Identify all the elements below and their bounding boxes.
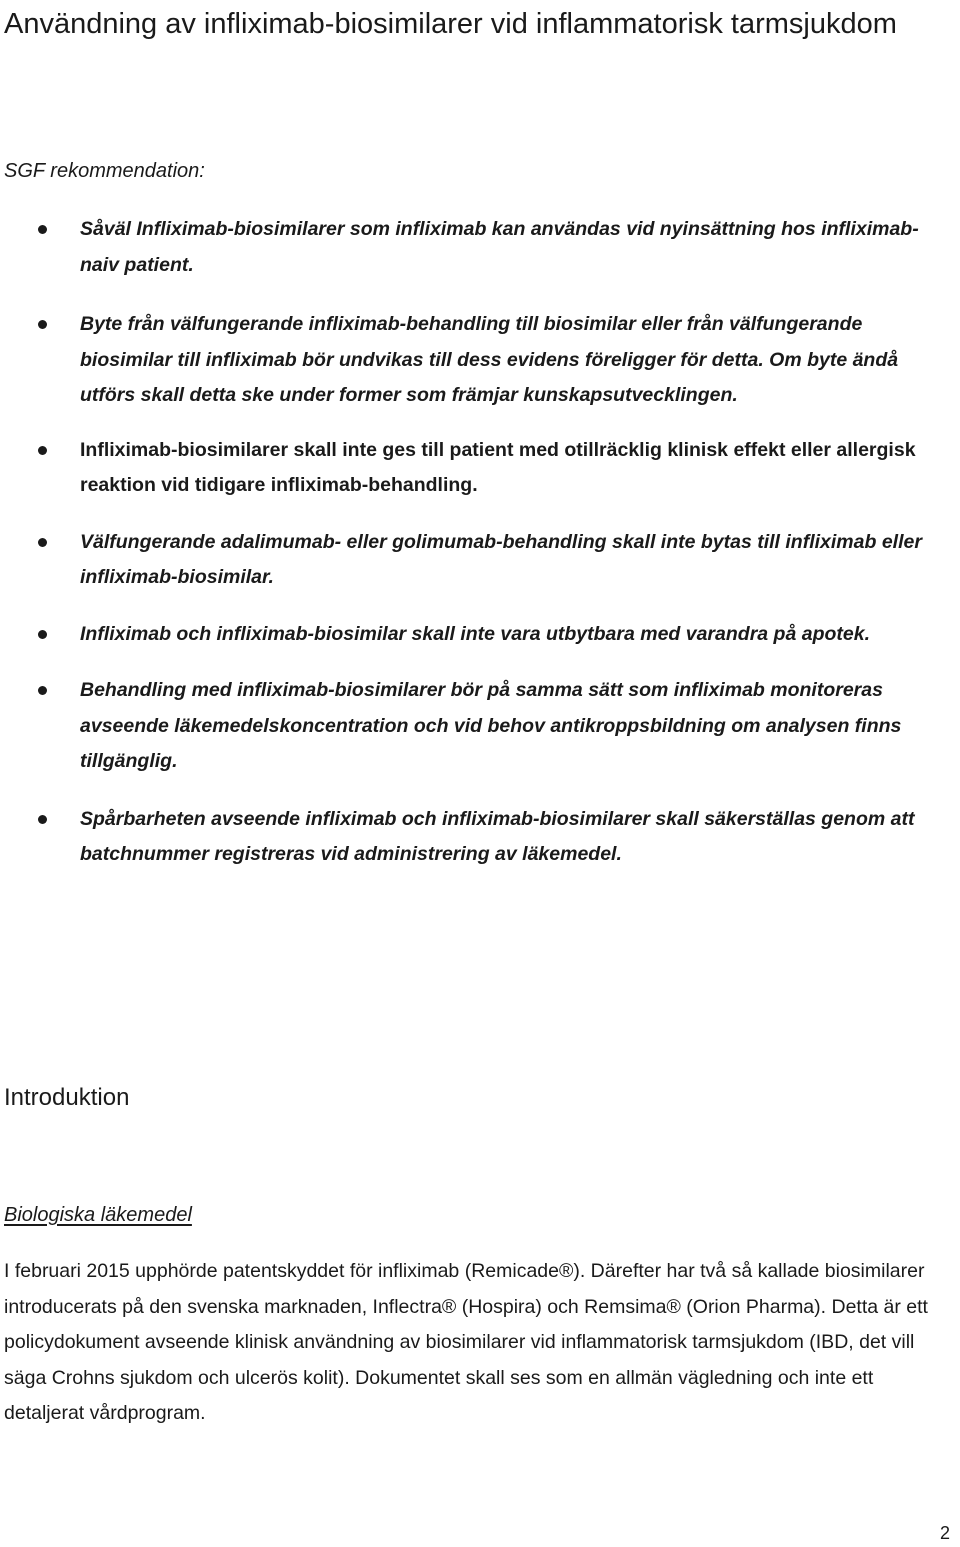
bullet-icon: [38, 686, 47, 695]
recommendation-text: Byte från välfungerande infliximab-behandling till biosimilar eller från välfungerande biosimilar till infliximab bör undvikas till dess evidens föreligger för detta. Om byte ändå utförs skall detta ske under former som främjar kunskapsutvecklingen.: [80, 313, 899, 406]
recommendation-text: Välfungerande adalimumab- eller golimumab-behandling skall inte bytas till infliximab eller infliximab-biosimilar.: [80, 530, 922, 588]
bullet-icon: [38, 225, 47, 234]
recommendation-item: [0, 617, 960, 653]
recommendation-text: Infliximab och infliximab-biosimilar skall inte vara utbytbara med varandra på apotek.: [80, 622, 870, 645]
recommendation-label: SGF rekommendation:: [4, 160, 205, 182]
bullet-icon: [38, 446, 47, 455]
recommendation-item: [0, 525, 960, 596]
recommendation-item: [0, 212, 960, 283]
recommendation-item: [0, 307, 960, 414]
recommendation-item: [0, 433, 960, 504]
bullet-icon: [38, 815, 47, 824]
bullet-icon: [38, 320, 47, 329]
recommendation-text: Spårbarheten avseende infliximab och infliximab-biosimilarer skall säkerställas genom att batchnummer registreras vid administrering av läkemedel.: [80, 807, 915, 865]
recommendation-item: [0, 673, 960, 780]
recommendation-text: Infliximab-biosimilarer skall inte ges till patient med otillräcklig klinisk effekt eller allergisk reaktion vid tidigare infliximab-behandling.: [80, 438, 916, 496]
recommendation-text: Behandling med infliximab-biosimilarer bör på samma sätt som infliximab monitoreras avseende läkemedelskoncentration och vid behov antikroppsbildning om analysen finns tillgänglig.: [80, 679, 902, 772]
page-number: 2: [940, 1523, 951, 1543]
recommendation-list: [0, 212, 960, 873]
bullet-icon: [38, 630, 47, 639]
section-heading: Introduktion: [4, 1084, 130, 1111]
recommendation-item: [0, 802, 960, 873]
document-title: Användning av infliximab-biosimilarer vid inflammatorisk tarmsjukdom: [4, 8, 897, 40]
body-paragraph: I februari 2015 upphörde patentskyddet för infliximab (Remicade®). Därefter har två så kallade biosimilarer introducerats på den svenska marknaden, Inflectra® (Hospira) och Remsima® (Orion Pharma). Detta är ett policydokument avseende klinisk användning av biosimilarer vid inflammatorisk tarmsjukdom (IBD, det vill säga Crohns sjukdom och ulcerös kolit). Dokumentet skall ses som en allmän vägledning och inte ett detaljerat vårdprogram.: [4, 1260, 928, 1424]
recommendation-text: Såväl Infliximab-biosimilarer som infliximab kan användas vid nyinsättning hos infliximab-naiv patient.: [80, 218, 919, 276]
bullet-icon: [38, 538, 47, 547]
sub-heading: Biologiska läkemedel: [4, 1204, 192, 1226]
